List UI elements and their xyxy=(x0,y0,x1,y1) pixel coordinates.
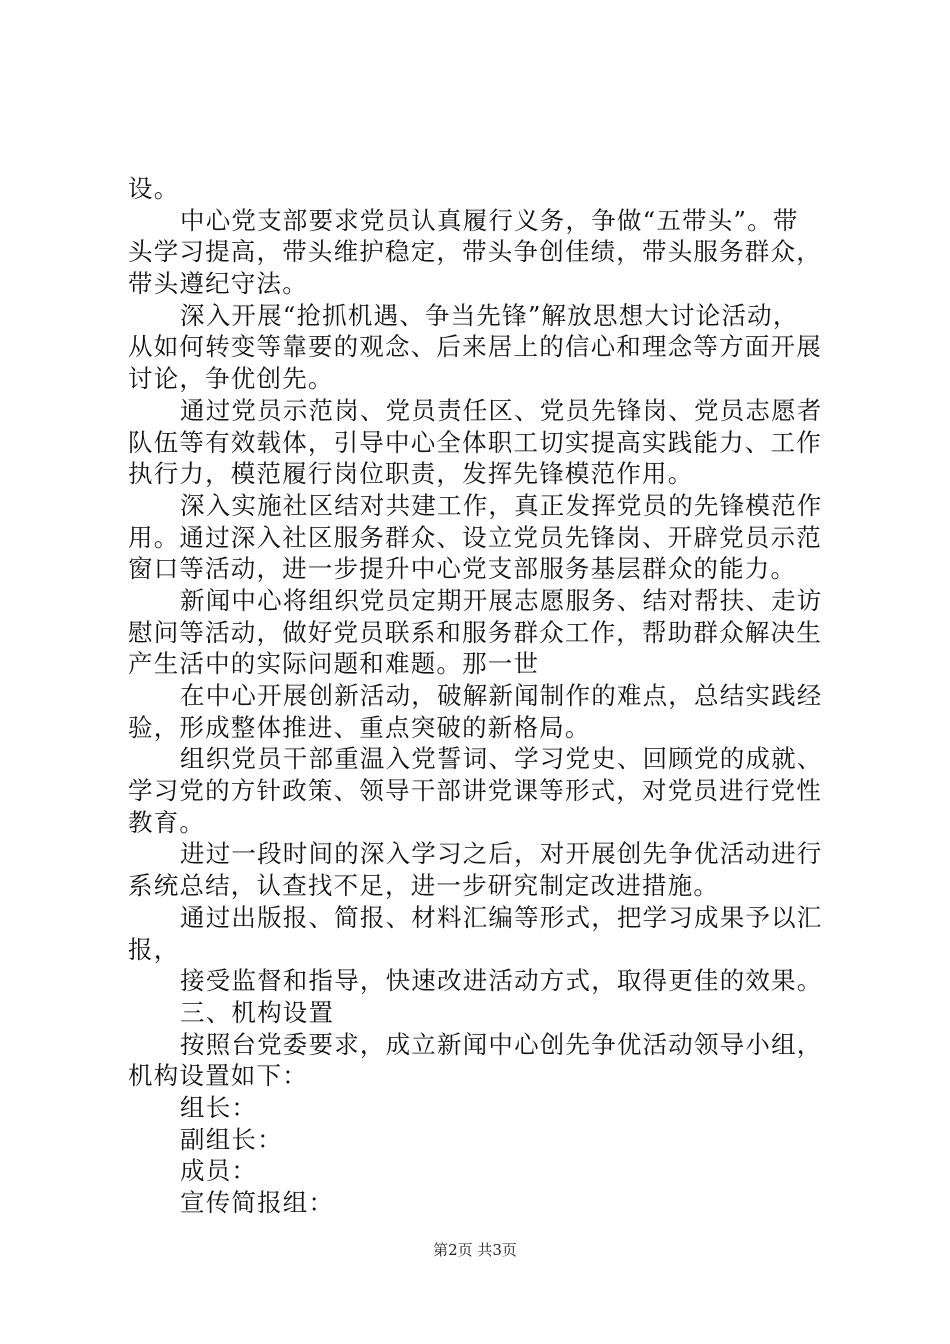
text-line: 学习党的方针政策、领导干部讲党课等形式，对党员进行党性 xyxy=(128,776,822,806)
text-line: 组长： xyxy=(180,1092,258,1122)
text-line: 进过一段时间的深入学习之后，对开展创先争优活动进行 xyxy=(180,839,823,869)
document-body xyxy=(128,173,828,1219)
text-line: 讨论，争优创先。 xyxy=(128,364,334,394)
text-line: 深入实施社区结对共建工作，真正发挥党员的先锋模范作 xyxy=(180,490,823,520)
text-line: 从如何转变等靠要的观念、后来居上的信心和理念等方面开展 xyxy=(128,332,822,362)
text-line: 通过出版报、简报、材料汇编等形式，把学习成果予以汇 xyxy=(180,902,823,932)
text-line: 窗口等活动，进一步提升中心党支部服务基层群众的能力。 xyxy=(128,554,797,584)
text-line: 机构设置如下： xyxy=(128,1061,308,1091)
text-line: 三、机构设置 xyxy=(180,997,335,1027)
page-footer: 第2页 共3页 xyxy=(433,1241,517,1259)
text-line: 产生活中的实际问题和难题。那一世 xyxy=(128,649,540,679)
text-line: 按照台党委要求，成立新闻中心创先争优活动领导小组， xyxy=(180,1029,823,1059)
text-line: 带头遵纪守法。 xyxy=(128,269,308,299)
text-line: 报， xyxy=(128,934,180,964)
text-line: 副组长： xyxy=(180,1124,283,1154)
text-line: 教育。 xyxy=(128,807,206,837)
text-line: 通过党员示范岗、党员责任区、党员先锋岗、党员志愿者 xyxy=(180,395,823,425)
text-line: 头学习提高，带头维护稳定，带头争创佳绩，带头服务群众， xyxy=(128,237,822,267)
text-line: 新闻中心将组织党员定期开展志愿服务、结对帮扶、走访 xyxy=(180,585,823,615)
text-line: 用。通过深入社区服务群众、设立党员先锋岗、开辟党员示范 xyxy=(128,522,822,552)
text-line: 在中心开展创新活动，破解新闻制作的难点，总结实践经 xyxy=(180,681,823,710)
text-line: 队伍等有效载体，引导中心全体职工切实提高实践能力、工作 xyxy=(128,427,822,457)
text-line: 成员： xyxy=(180,1156,258,1186)
text-line: 接受监督和指导，快速改进活动方式，取得更佳的效果。 xyxy=(180,966,823,996)
text-line: 慰问等活动，做好党员联系和服务群众工作，帮助群众解决生 xyxy=(128,617,822,647)
text-line: 验，形成整体推进、重点突破的新格局。 xyxy=(128,712,591,742)
text-line: 组织党员干部重温入党誓词、学习党史、回顾党的成就、 xyxy=(180,744,823,774)
text-line: 中心党支部要求党员认真履行义务，争做“五带头”。带 xyxy=(180,205,799,235)
text-line: 系统总结，认查找不足，进一步研究制定改进措施。 xyxy=(128,871,720,901)
text-line: 执行力，模范履行岗位职责，发挥先锋模范作用。 xyxy=(128,459,694,489)
text-line: 深入开展“抢抓机遇、争当先锋”解放思想大讨论活动， xyxy=(180,300,799,330)
text-line: 宣传简报组： xyxy=(180,1188,335,1217)
text-line: 设。 xyxy=(128,174,180,203)
